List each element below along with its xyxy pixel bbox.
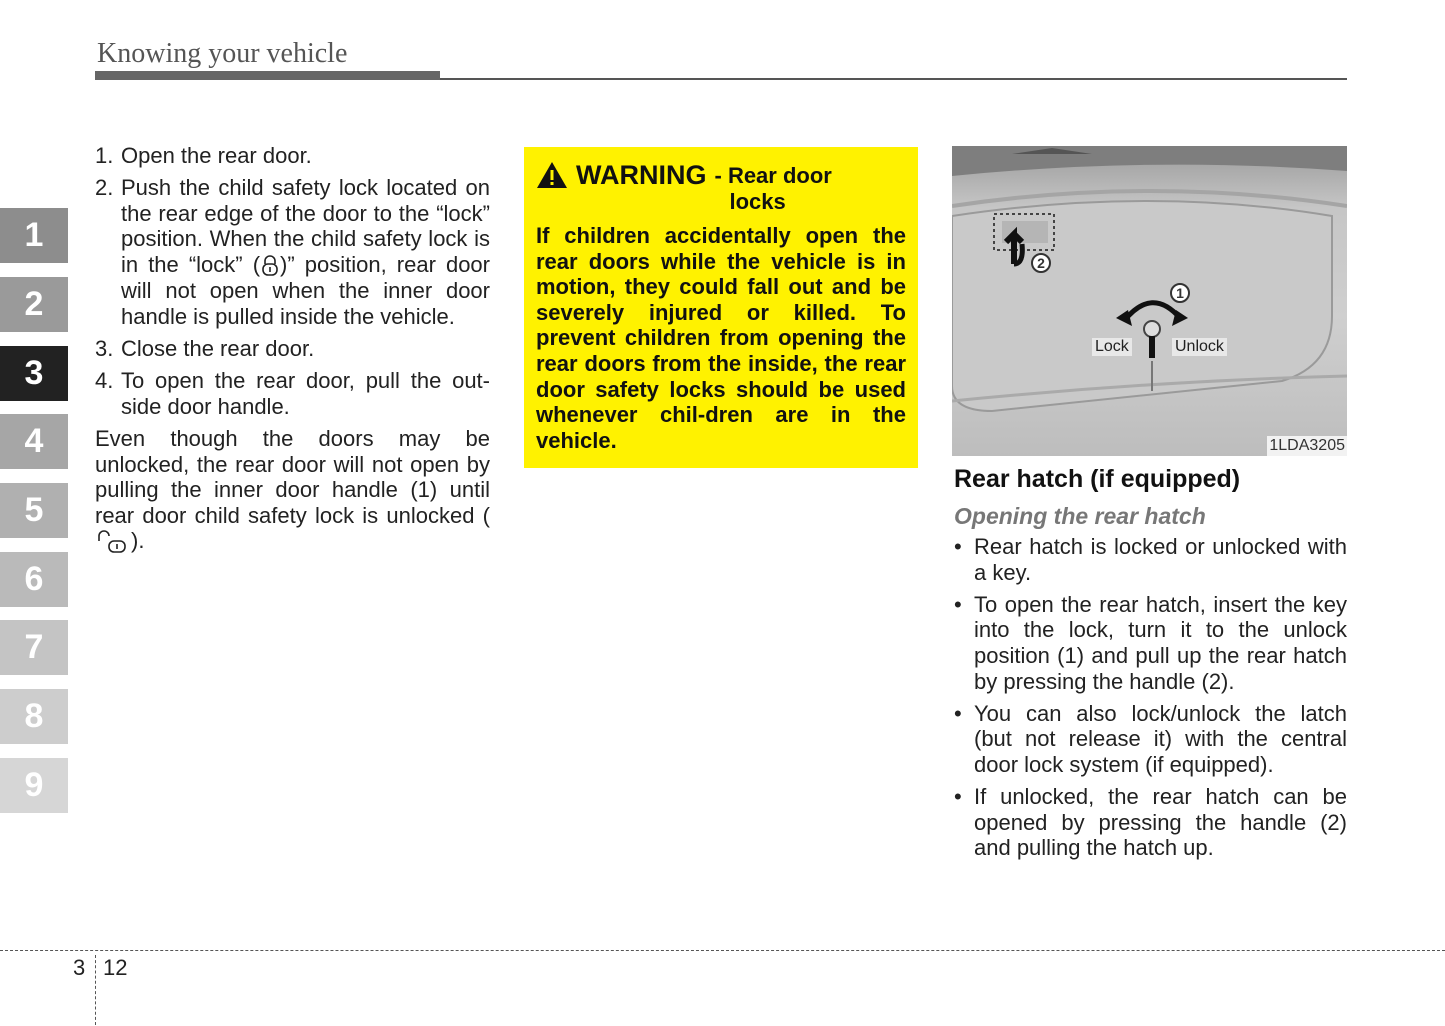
header-rule xyxy=(440,78,1347,80)
step-item xyxy=(95,368,490,419)
step-number: 1. xyxy=(95,143,114,168)
step-text-part: )” position, rear door will not open when the inner door handle is pulled inside the vehicle. xyxy=(121,251,490,329)
bullet-text: You can also lock/unlock the latch (but not release it) with the central door lock system (if equipped). xyxy=(974,700,1347,777)
chapter-tab-label: 7 xyxy=(24,628,44,666)
bullet-marker: • xyxy=(954,784,962,810)
callout-2-marker xyxy=(1030,252,1052,274)
step-text xyxy=(121,175,490,329)
step-number: 3. xyxy=(95,335,114,361)
step-text: Close the rear door. xyxy=(121,335,315,361)
warning-subtitle-line: - Rear door xyxy=(714,163,832,188)
note-text-part: Even though the doors may be unlocked, the rear door will not open by pulling the inner door handle (1) until rear door child safety lock is unlocked ( xyxy=(95,425,490,528)
bullet-text: If unlocked, the rear hatch can be opened by pressing the handle (2) and pulling the hatch up. xyxy=(974,784,1347,861)
step-number: 2. xyxy=(95,175,114,201)
warning-box xyxy=(524,147,918,468)
bullet-marker: • xyxy=(954,534,962,559)
figure-code: 1LDA3205 xyxy=(1269,437,1345,454)
warning-triangle-icon xyxy=(536,161,568,189)
chapter-tab-8[interactable] xyxy=(0,689,68,744)
chapter-tab-5[interactable] xyxy=(0,483,68,538)
chapter-tab-label: 9 xyxy=(24,766,44,804)
bullet-text: Rear hatch is locked or unlocked with a key. xyxy=(974,534,1347,585)
warning-header xyxy=(536,159,906,215)
right-column xyxy=(954,462,1347,868)
callout-2-label: 2 xyxy=(1037,255,1045,271)
bullet-text: To open the rear hatch, insert the key into the lock, turn it to the unlock position (1) and pull up the rear hatch by pressing the handle (2). xyxy=(974,591,1347,694)
warning-title: WARNING xyxy=(576,160,707,190)
chapter-tab-1[interactable] xyxy=(0,208,68,263)
footer-chapter-number: 3 xyxy=(73,955,86,980)
bullet-item xyxy=(954,534,1347,585)
subsection-title: Opening the rear hatch xyxy=(954,503,1206,529)
chapter-tab-label: 3 xyxy=(24,354,44,392)
footer-divider xyxy=(0,950,1445,951)
bullet-marker: • xyxy=(954,591,962,617)
step-text-part: Push the child safety lock located on the rear edge of the door to the “lock” position. When the child safety lock is in the “lock” ( xyxy=(121,175,490,277)
header-bar xyxy=(95,71,440,80)
note-paragraph xyxy=(95,426,490,556)
step-text: Open the rear door. xyxy=(121,143,312,168)
left-column xyxy=(95,143,490,562)
chapter-tab-label: 8 xyxy=(24,697,44,735)
footer-vertical-divider xyxy=(95,955,96,1025)
chapter-tab-label: 4 xyxy=(24,422,44,460)
bullet-item xyxy=(954,592,1347,694)
figure-unlock-label: Unlock xyxy=(1172,338,1227,356)
page-header-title: Knowing your vehicle xyxy=(97,38,348,69)
callout-1-marker xyxy=(1169,282,1191,304)
bullet-item xyxy=(954,784,1347,861)
step-text: To open the rear door, pull the out-side door handle. xyxy=(121,368,490,419)
chapter-tab-label: 5 xyxy=(24,491,44,529)
step-item xyxy=(95,143,490,169)
step-item xyxy=(95,336,490,362)
step-item xyxy=(95,175,490,329)
chapter-tab-3[interactable] xyxy=(0,346,68,401)
chapter-tab-7[interactable] xyxy=(0,620,68,675)
warning-subtitle-line: locks xyxy=(729,189,786,214)
callout-1-label: 1 xyxy=(1176,285,1184,301)
chapter-tab-label: 6 xyxy=(24,560,44,598)
unlock-icon xyxy=(95,529,131,555)
warning-subtitle xyxy=(715,163,832,215)
chapter-tab-9[interactable] xyxy=(0,758,68,813)
chapter-tab-6[interactable] xyxy=(0,552,68,607)
bullet-marker: • xyxy=(954,700,962,726)
section-title: Rear hatch (if equipped) xyxy=(954,465,1241,493)
step-number: 4. xyxy=(95,368,114,394)
footer-page-number: 12 xyxy=(103,955,128,980)
chapter-tab-label: 1 xyxy=(24,216,44,254)
bullet-item xyxy=(954,701,1347,778)
figure-lock-label: Lock xyxy=(1092,338,1132,356)
rear-hatch-illustration xyxy=(952,146,1347,456)
rear-hatch-figure xyxy=(952,146,1347,456)
note-text-part: ). xyxy=(131,528,145,554)
lock-icon xyxy=(260,254,280,278)
chapter-tab-2[interactable] xyxy=(0,277,68,332)
warning-body: If children accidentally open the rear doors while the vehicle is in motion, they could fall out and be severely injured or killed. To prevent children from opening the rear doors from the inside, the rear door safety locks should be used whenever chil-dren are in the vehicle. xyxy=(536,223,906,453)
chapter-tab-4[interactable] xyxy=(0,414,68,469)
chapter-tab-label: 2 xyxy=(24,285,44,323)
